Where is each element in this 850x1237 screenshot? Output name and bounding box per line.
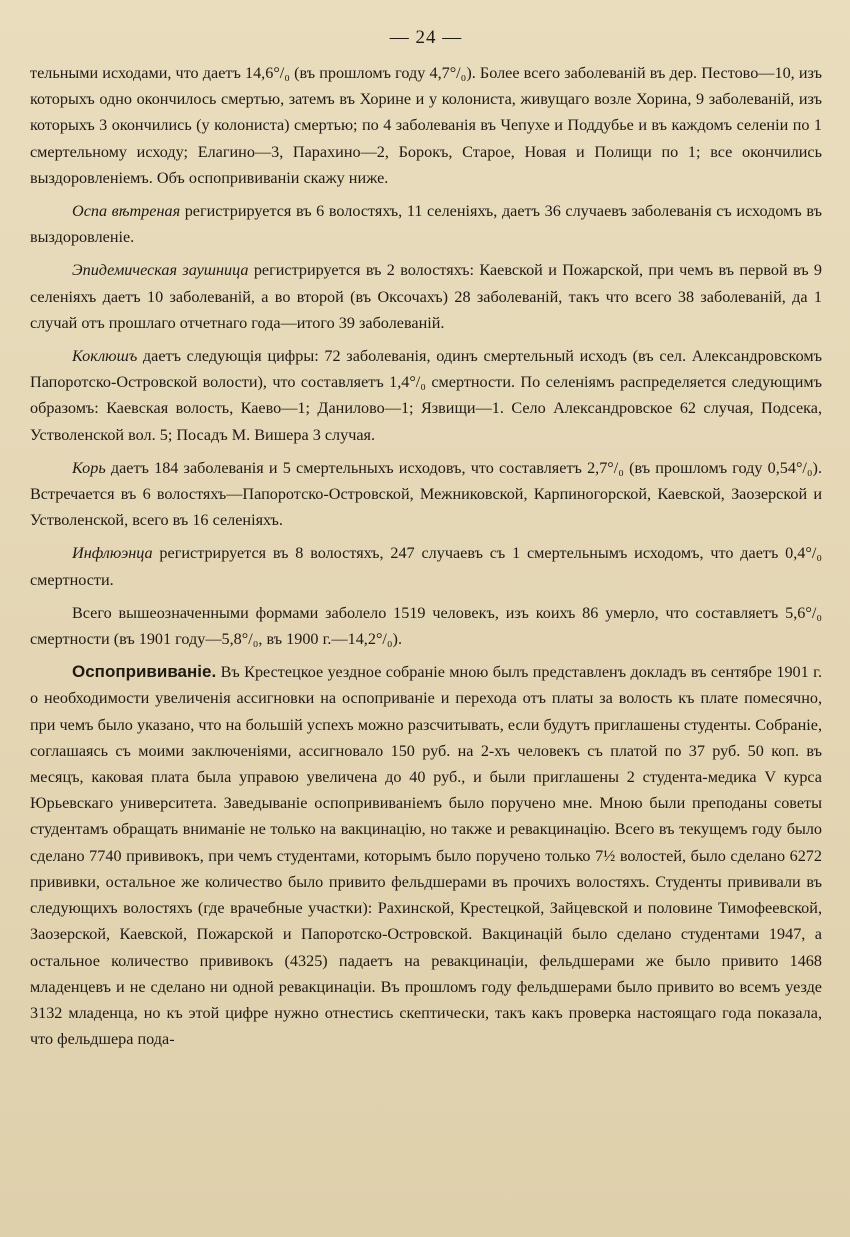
paragraph-smallpox-outcomes xyxy=(30,60,822,191)
paragraph-text: регистрируется въ 6 волостяхъ, 11 селеніяхъ, даетъ 36 случаевъ заболеванія съ исходомъ въ выздоровленіе. xyxy=(30,202,822,247)
disease-term: Корь xyxy=(72,458,106,477)
disease-term: Инфлюэнца xyxy=(72,544,153,563)
paragraph-text: даетъ следующія цифры: 72 заболеванія, одинъ смертельный исходъ (въ сел. Александровскомъ Папоротско-Островской волости), что составляетъ 1,4°/₀ смертности. По селеніямъ распределяется следующимъ образомъ: Каевская волость, Каево—1; Данилово—1; Язвищи—1. Село Александровское 62 случая, Подсека, Устволенской вол. 5; Посадъ М. Вишера 3 случая. xyxy=(30,347,822,444)
paragraph-vaccination xyxy=(30,659,822,1052)
paragraph-text: Всего вышеозначенными формами заболело 1519 человекъ, изъ коихъ 86 умерло, что составляетъ 5,6°/₀ смертности (въ 1901 году—5,8°/₀, въ 1900 г.—14,2°/₀). xyxy=(30,603,822,649)
paragraph-text: регистрируется въ 8 волостяхъ, 247 случаевъ съ 1 смертельнымъ исходомъ, что даетъ 0,4°/₀ смертности. xyxy=(30,544,822,589)
paragraph-mumps xyxy=(30,257,822,336)
section-heading: Оспопрививаніе. xyxy=(72,662,217,682)
disease-term: Эпидемическая заушница xyxy=(72,261,249,280)
disease-term: Коклюшъ xyxy=(72,347,138,366)
paragraph-chickenpox xyxy=(30,198,822,250)
paragraph-influenza xyxy=(30,540,822,592)
paragraph-measles xyxy=(30,455,822,534)
paragraph-text: тельными исходами, что даетъ 14,6°/₀ (въ прошломъ году 4,7°/₀). Более всего заболеваній въ дер. Пестово—10, изъ которыхъ одно окончилось смертью, затемъ въ Хорине и у колониста, живущаго возле Хорина, 9 заболеваній, изъ которыхъ 3 окончились (у колониста) смертью; по 4 заболеванія въ Чепухе и Поддубье и въ каждомъ селеніи по 1 смертельному исходу; Елагино—3, Парахино—2, Борокъ, Старое, Новая и Полищи по 1; все окончились выздоровленіемъ. Объ оспопрививаніи скажу ниже. xyxy=(30,64,822,187)
paragraph-text: даетъ 184 заболеванія и 5 смертельныхъ исходовъ, что составляетъ 2,7°/₀ (въ прошломъ году 0,54°/₀). Встречается въ 6 волостяхъ—Папоротско-Островской, Межниковской, Карпиногорской, Каевской, Заозерской и Устволенской, всего въ 16 селеніяхъ. xyxy=(30,458,822,530)
paragraph-whooping-cough xyxy=(30,343,822,448)
paragraph-totals xyxy=(30,600,822,652)
disease-term: Оспа вѣтреная xyxy=(72,202,181,221)
paragraph-text: регистрируется въ 2 волостяхъ: Каевской и Пожарской, при чемъ въ первой въ 9 селеніяхъ даетъ 10 заболеваній, а во второй (въ Оксочахъ) 28 заболеваній, такъ что всего 38 заболеваній, да 1 случай отъ прошлаго отчетнаго года—итого 39 заболеваній. xyxy=(30,261,823,332)
paragraph-text: Въ Крестецкое уездное собраніе мною былъ представленъ докладъ въ сентябре 1901 г. о необходимости увеличенія ассигновки на оспоприваніе и перехода отъ платы за волость къ плате помесячно, при чемъ было указано, что на большій успехъ можно разсчитывать, если будутъ приглашены студенты. Собраніе, соглашаясь съ моими заключеніями, ассигновало 150 руб. на 2-хъ человекъ съ платой по 37 руб. 50 коп. въ месяцъ, каковая плата была управою увеличена до 40 руб., и были приглашены 2 студента-медика V курса Юрьевскаго университета. Заведываніе оспопрививаніемъ было поручено мне. Мною были преподаны советы студентамъ обращать вниманіе не только на вакцинацію, но также и ревакцинацію. Всего въ текущемъ году было сделано 7740 прививокъ, при чемъ студентами, которымъ было поручено только 7½ волостей, было сделано 6272 прививки, остальное же количество было привито фельдшерами въ прочихъ волостяхъ. Студенты прививали въ следующихъ волостяхъ (где врачебные участки): Рахинской, Крестецкой, Зайцевской и половине Тимофеевской, Заозерской, Каевской, Пожарской и Папоротско-Островской. Вакцинацій было сделано студентами 1947, а остальное количество прививокъ (4325) падаетъ на ревакцинаціи, фельдшерами же было привито 1468 младенцевъ и не сделано ни одной ревакцинаціи. Въ прошломъ году фельдшерами было привито во всемъ уезде 3132 младенца, но къ этой цифре нужно отнестись скептически, такъ какъ проверка настоящаго года показала, что фельдшера пода- xyxy=(30,663,822,1049)
page-number: — 24 — xyxy=(389,27,463,48)
